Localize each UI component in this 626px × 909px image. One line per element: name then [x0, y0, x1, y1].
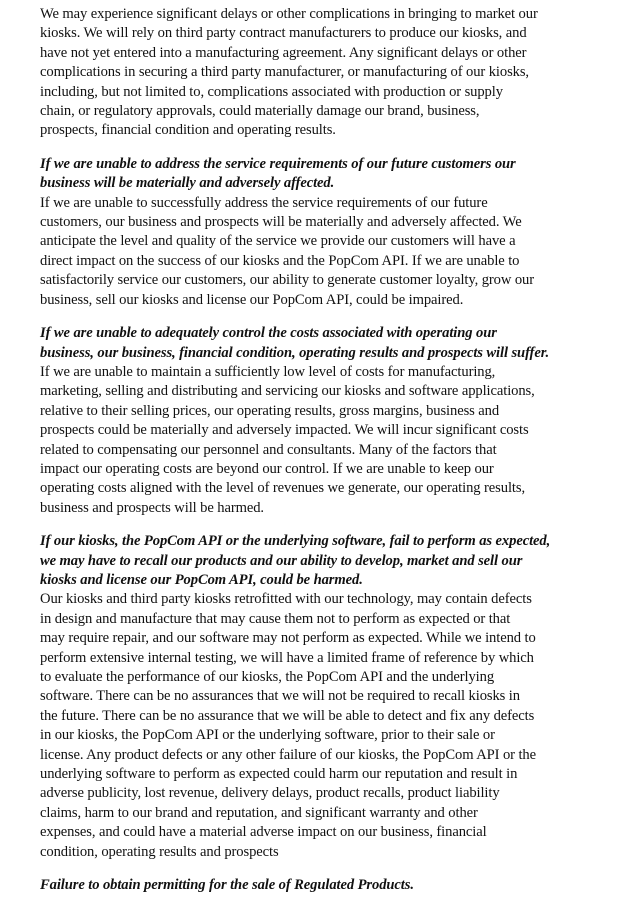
section-body [40, 194, 596, 310]
body-line: have not yet entered into a manufacturing agreement. Any significant delays or other [40, 44, 527, 61]
section-heading [40, 876, 596, 895]
body-line: condition, operating results and prospects [40, 843, 279, 860]
heading-line: Failure to obtain permitting for the sale of Regulated Products. [40, 877, 414, 894]
section-body [40, 590, 596, 862]
heading-line: If we are unable to address the service requirements of our future customers our [40, 155, 516, 172]
body-line: may require repair, and our software may not perform as expected. While we intend to [40, 630, 536, 647]
body-line: anticipate the level and quality of the service we provide our customers will have a [40, 233, 516, 250]
body-line: license. Any product defects or any other failure of our kiosks, the PopCom API or the [40, 746, 536, 763]
document-section [40, 876, 596, 895]
body-line: If we are unable to maintain a sufficiently low level of costs for manufacturing, [40, 363, 496, 380]
body-line: related to compensating our personnel and consultants. Many of the factors that [40, 441, 497, 458]
heading-line: kiosks and license our PopCom API, could be harmed. [40, 571, 363, 588]
body-line: prospects could be materially and adversely impacted. We will incur significant costs [40, 422, 529, 439]
body-line: underlying software to perform as expected could harm our reputation and result in [40, 766, 518, 783]
body-line: expenses, and could have a material adverse impact on our business, financial [40, 824, 487, 841]
body-line: We may experience significant delays or other complications in bringing to market our [40, 6, 538, 22]
body-line: complications in securing a third party manufacturer, or manufacturing of our kiosks, [40, 64, 529, 81]
heading-line: business, our business, financial condition, operating results and prospects will suffer. [40, 344, 550, 361]
body-line: If we are unable to successfully address the service requirements of our future [40, 194, 488, 211]
document-section [40, 155, 596, 310]
heading-line: business will be materially and adversely affected. [40, 175, 335, 192]
body-line: software. There can be no assurances that we will not be required to recall kiosks in [40, 688, 520, 705]
body-line: relative to their selling prices, our operating results, gross margins, business and [40, 402, 500, 419]
body-line: business and prospects will be harmed. [40, 499, 264, 516]
body-line: satisfactorily service our customers, our ability to generate customer loyalty, grow our [40, 272, 534, 289]
body-line: operating costs aligned with the level of revenues we generate, our operating results, [40, 480, 525, 497]
body-line: perform extensive internal testing, we will have a limited frame of reference by which [40, 649, 534, 666]
body-line: claims, harm to our brand and reputation, and significant warranty and other [40, 804, 478, 821]
body-line: customers, our business and prospects will be materially and adversely affected. We [40, 214, 522, 231]
body-line: kiosks. We will rely on third party contract manufacturers to produce our kiosks, and [40, 25, 527, 42]
document-section [40, 5, 596, 141]
body-line: prospects, financial condition and operating results. [40, 122, 336, 139]
section-heading [40, 532, 596, 590]
section-heading [40, 155, 596, 194]
body-line: in our kiosks, the PopCom API or the underlying software, prior to their sale or [40, 727, 495, 744]
body-line: in design and manufacture that may cause them not to perform as expected or that [40, 610, 511, 627]
heading-line: we may have to recall our products and our ability to develop, market and sell our [40, 552, 523, 569]
body-line: direct impact on the success of our kiosks and the PopCom API. If we are unable to [40, 252, 520, 269]
section-heading [40, 324, 596, 363]
section-body [40, 5, 596, 141]
heading-line: If our kiosks, the PopCom API or the underlying software, fail to perform as expected, [40, 533, 551, 550]
body-line: impact our operating costs are beyond our control. If we are unable to keep our [40, 460, 494, 477]
body-line: to evaluate the performance of our kiosks, the PopCom API and the underlying [40, 669, 495, 685]
document-section [40, 532, 596, 862]
body-line: adverse publicity, lost revenue, delivery delays, product recalls, product liability [40, 785, 500, 802]
body-line: including, but not limited to, complications associated with production or supply [40, 83, 503, 100]
section-body [40, 363, 596, 518]
body-line: Our kiosks and third party kiosks retrofitted with our technology, may contain defects [40, 591, 532, 608]
body-line: the future. There can be no assurance that we will be able to detect and fix any defects [40, 707, 535, 724]
heading-line: If we are unable to adequately control the costs associated with operating our [40, 325, 497, 342]
body-line: chain, or regulatory approvals, could materially damage our brand, business, [40, 103, 480, 120]
body-line: business, sell our kiosks and license our PopCom API, could be impaired. [40, 291, 464, 308]
document-section [40, 324, 596, 518]
body-line: marketing, selling and distributing and servicing our kiosks and software applications, [40, 383, 535, 400]
